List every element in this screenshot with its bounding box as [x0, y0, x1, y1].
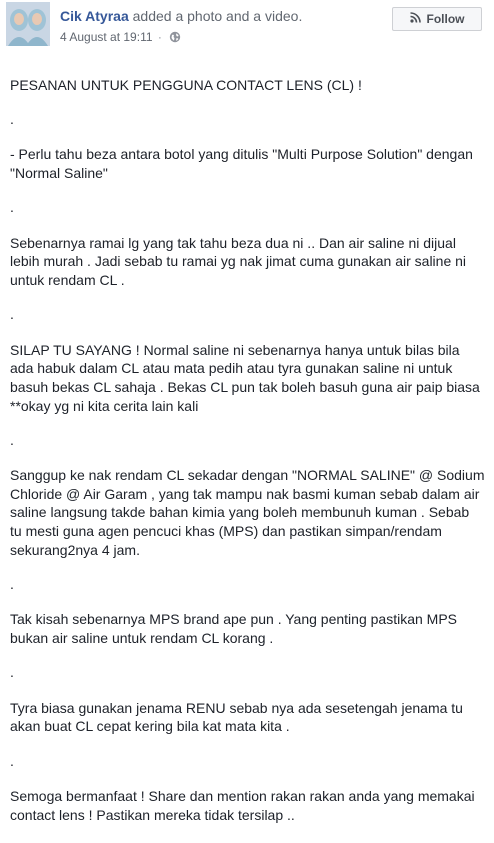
paragraph: SILAP TU SAYANG ! Normal saline ni sebenarnya hanya untuk bilas bila ada habuk dalam CL atau mata pedih atau tyra gunakan saline ni untuk basuh bekas CL sahaja . Bekas CL pun tak boleh basuh guna air paip biasa **okay yg ni kita cerita lain kali [10, 341, 480, 414]
author-name[interactable]: Cik Atyraa [60, 8, 129, 24]
paragraph: Tak kisah sebenarnya MPS brand ape pun . Yang penting pastikan MPS bukan air saline untuk rendam CL korang . [10, 611, 457, 647]
avatar-photo-icon [6, 2, 50, 46]
paragraph-dot: . [10, 752, 14, 769]
paragraph-dot: . [10, 199, 14, 216]
paragraph: Semoga bermanfaat ! Share dan mention rakan rakan anda yang memakai contact lens ! Pastikan mereka tidak tersilap .. [10, 788, 475, 823]
rss-icon [410, 12, 421, 26]
globe-icon[interactable] [169, 31, 181, 46]
meta-separator: · [157, 30, 162, 44]
paragraph: Sebenarnya ramai lg yang tak tahu beza dua ni .. Dan air saline ni dijual lebih murah . Jadi sebab tu ramai yg nak jimat cuma gunakan air saline ni untuk rendam CL . [10, 234, 467, 288]
paragraph: Tyra biasa gunakan jenama RENU sebab nya ada sesetengah jenama tu akan buat CL cepat kering bila kat mata kita . [10, 699, 463, 735]
avatar[interactable] [6, 2, 50, 46]
post-timestamp[interactable]: 4 August at 19:11 [60, 30, 153, 44]
author-line [60, 8, 302, 24]
paragraph: Sanggup ke nak rendam CL sekadar dengan "NORMAL SALINE" @ Sodium Chloride @ Air Garam , yang tak mampu nak basmi kuman sebab dalam air saline langsung takde bahan kimia yang boleh membunuh kuman . Sebab tu mesti guna agen pencuci khas (MPS) dan pastikan simpan/rendam sekurang2nya 4 jam. [10, 467, 485, 558]
paragraph-dot: . [10, 110, 14, 127]
follow-button[interactable] [392, 7, 482, 31]
paragraph-dot: . [10, 306, 14, 323]
post-text [10, 57, 488, 843]
paragraph-dot: . [10, 664, 14, 681]
post-meta [60, 30, 181, 46]
post-header [0, 0, 494, 48]
paragraph: - Perlu tahu beza antara botol yang ditulis "Multi Purpose Solution" dengan "Normal Saline" [10, 146, 473, 181]
paragraph-dot: . [10, 431, 14, 448]
follow-label: Follow [426, 12, 465, 26]
post-action-text: added a photo and a video. [128, 8, 303, 24]
paragraph-dot: . [10, 575, 14, 592]
paragraph-title: PESANAN UNTUK PENGGUNA CONTACT LENS (CL) ! [10, 76, 362, 93]
